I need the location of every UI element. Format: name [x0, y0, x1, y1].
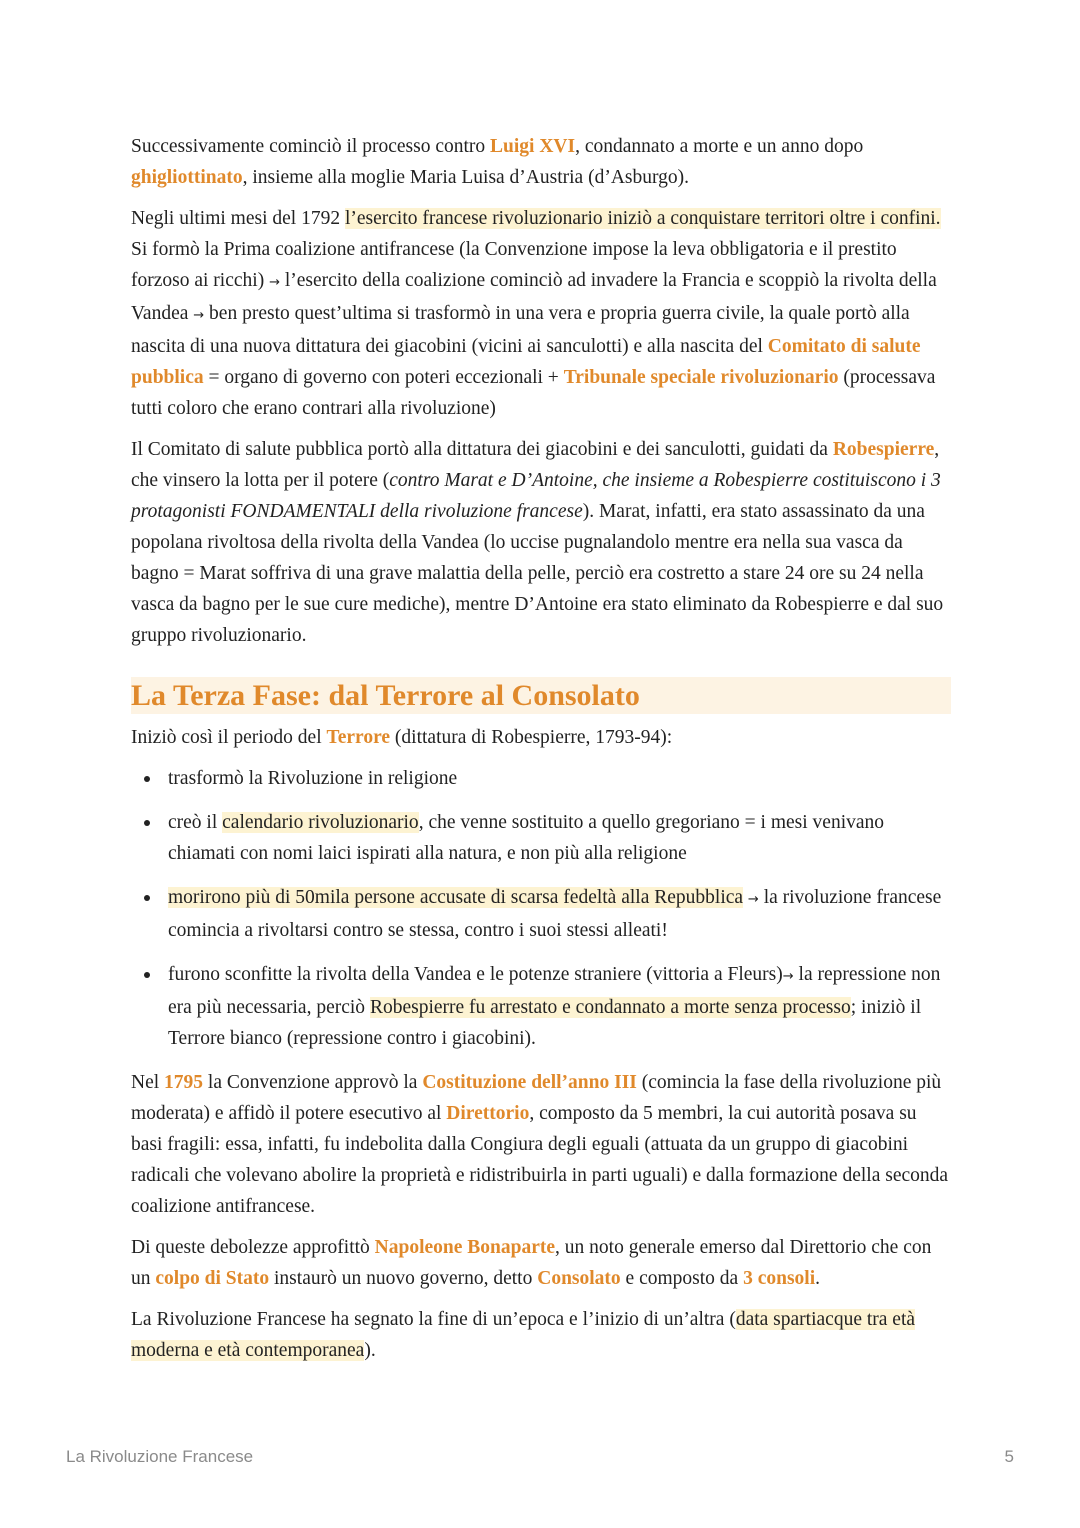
text: , condannato a morte e un anno dopo [575, 136, 864, 157]
paragraph-comitato [131, 434, 951, 651]
keyword-terrore: Terrore [326, 727, 391, 748]
text: Successivamente cominciò il processo contro [131, 136, 491, 157]
keyword-colpo-di-stato: colpo di Stato [155, 1268, 270, 1289]
keyword-comitato: Comitato di salute pubblica [131, 336, 921, 388]
text: Di queste debolezze approfittò [131, 1237, 375, 1258]
arrow-icon: → [269, 275, 280, 290]
text: . [815, 1268, 820, 1289]
text: e composto da [620, 1268, 744, 1289]
text: La Rivoluzione Francese ha segnato la fine di un’epoca e l’inizio di un’altra ( [131, 1309, 736, 1330]
text: furono sconfitte la rivolta della Vandea e le potenze straniere (vittoria a Fleurs) [168, 964, 783, 985]
italic-note: contro Marat e D’Antoine, che insieme a Robespierre costituiscono i 3 protagonisti FONDAMENTALI della rivoluzione francese [131, 470, 941, 522]
text: Nel [131, 1072, 165, 1093]
paragraph-conclusione [131, 1304, 951, 1366]
list-item [168, 882, 951, 946]
highlight-morirono: morirono più di 50mila persone accusate di scarsa fedeltà alla Repubblica [168, 887, 744, 908]
keyword-1795: 1795 [164, 1072, 204, 1093]
keyword-napoleone: Napoleone Bonaparte [374, 1237, 556, 1258]
text: = organo di governo con poteri eccezionali + [203, 367, 564, 388]
paragraph-terrore [131, 722, 951, 753]
footer-title: La Rivoluzione Francese [66, 1447, 254, 1466]
keyword-robespierre: Robespierre [832, 439, 935, 460]
text: , composto da 5 membri, la cui autorità posava su basi fragili: essa, infatti, fu indebolita dalla Congiura degli eguali (attuata da un gruppo di giacobini radicali che volevano abolire la proprietà e ridistribuirla in parti uguali) e dalla formazione della seconda coalizione antifrancese. [131, 1103, 949, 1217]
arrow-icon: → [193, 308, 205, 323]
section-heading: La Terza Fase: dal Terrore al Consolato [131, 677, 951, 714]
terrore-list [131, 763, 951, 1054]
text: Si formò la Prima coalizione antifrancese (la Convenzione impose la leva obbligatoria e il prestito forzoso ai ricchi) [131, 239, 897, 291]
keyword-consolato: Consolato [537, 1268, 621, 1289]
text: (comincia la fase della rivoluzione più moderata) e affidò il potere esecutivo al [131, 1072, 942, 1124]
arrow-icon: → [782, 969, 794, 984]
text: Il Comitato di salute pubblica portò alla dittatura dei giacobini e dei sanculotti, guidati da [131, 439, 833, 460]
list-item [168, 807, 951, 869]
text: , un noto generale emerso dal Direttorio che con un [131, 1237, 932, 1289]
highlight-robespierre-arrestato: Robespierre fu arrestato e condannato a morte senza processo [369, 997, 851, 1018]
text: , insieme alla moglie Maria Luisa d’Austria (d’Asburgo). [242, 167, 689, 188]
text: (processava tutti coloro che erano contrari alla rivoluzione) [131, 367, 936, 419]
highlight-calendario: calendario rivoluzionario [222, 812, 419, 833]
text: instaurò un nuovo governo, detto [269, 1268, 538, 1289]
text: Negli ultimi mesi del 1792 [131, 208, 345, 229]
page-content [131, 131, 951, 1376]
text: ; iniziò il Terrore bianco (repressione contro i giacobini). [168, 997, 922, 1049]
text: ). Marat, infatti, era stato assassinato da una popolana rivoltosa della rivolta della Vandea (lo uccise pugnalandolo mentre era nella sua vasca da bagno = Marat soffriva di una grave malattia della pelle, perciò era costretto a stare 24 ore su 24 nella vasca da bagno per le sue cure mediche), mentre D’Antoine era stato eliminato da Robespierre e dal suo gruppo rivoluzionario. [131, 501, 944, 646]
keyword-ghigliottinato: ghigliottinato [131, 167, 243, 188]
text: ben presto quest’ultima si trasformò in una vera e propria guerra civile, la quale portò alla nascita di una nuova dittatura dei giacobini (vicini ai sanculotti) e alla nascita del [131, 303, 910, 357]
arrow-icon: → [747, 892, 759, 907]
highlight-spartiacque: data spartiacque tra età moderna e età contemporanea [131, 1309, 916, 1361]
text: , che vinsero la lotta per il potere ( [131, 439, 940, 491]
text: Iniziò così il periodo del [131, 727, 327, 748]
text: l’esercito della coalizione cominciò ad invadere la Francia e scoppiò la rivolta della Vandea [131, 270, 937, 324]
text: la Convenzione approvò la [203, 1072, 423, 1093]
keyword-3-consoli: 3 consoli [743, 1268, 816, 1289]
text: ). [364, 1340, 376, 1361]
text: , che venne sostituito a quello gregoriano = i mesi venivano chiamati con nomi laici ispirati alla natura, e non più alla religione [168, 812, 885, 864]
list-item [168, 959, 951, 1054]
list-item [168, 763, 951, 794]
keyword-luigi-xvi: Luigi XVI [490, 136, 576, 157]
keyword-costituzione: Costituzione dell’anno III [422, 1072, 637, 1093]
paragraph-1792 [131, 203, 951, 424]
keyword-tribunale: Tribunale speciale rivoluzionario [563, 367, 839, 388]
paragraph-luigi [131, 131, 951, 193]
text: la rivoluzione francese comincia a rivoltarsi contro se stessa, contro i suoi stessi alleati! [168, 887, 942, 941]
page-number: 5 [1004, 1447, 1014, 1466]
page-footer [66, 1447, 1014, 1471]
highlight-esercito: l’esercito francese rivoluzionario iniziò a conquistare territori oltre i confini. [344, 208, 941, 229]
keyword-direttorio: Direttorio [446, 1103, 530, 1124]
paragraph-1795 [131, 1067, 951, 1222]
text: trasformò la Rivoluzione in religione [168, 768, 458, 789]
paragraph-napoleone [131, 1232, 951, 1294]
text: la repressione non era più necessaria, perciò [168, 964, 941, 1018]
text: creò il [168, 812, 223, 833]
text: (dittatura di Robespierre, 1793-94): [390, 727, 673, 748]
